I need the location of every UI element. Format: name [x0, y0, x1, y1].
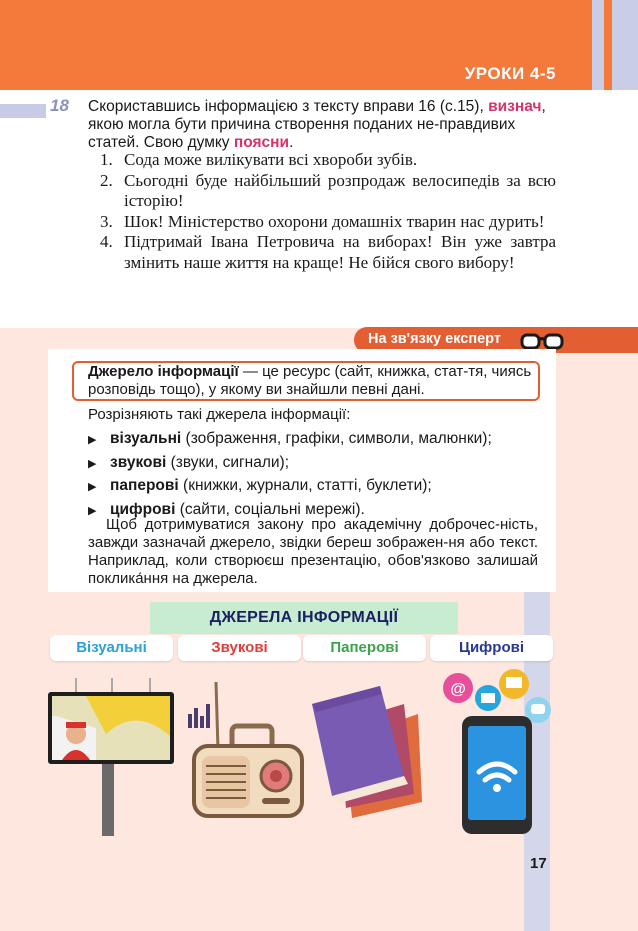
page-number: 17	[530, 855, 547, 872]
email-icon	[481, 693, 495, 703]
list-item: ▶ паперові (книжки, журнали, статті, буклети);	[88, 475, 492, 499]
at-sign-icon: @	[450, 681, 466, 698]
task-intro-part: Скориставшись інформацією з тексту вправи 16 (с.15),	[88, 98, 484, 115]
billboard-illustration	[46, 676, 178, 836]
infographic-title: ДЖЕРЕЛА ІНФОРМАЦІЇ	[209, 609, 399, 626]
list-item: ▶ цифрові (сайти, соціальні мережі).	[88, 499, 492, 523]
task-intro-end: .	[289, 134, 294, 151]
bullet-icon: ▶	[88, 434, 97, 446]
definition-text: — це ресурс (сайт, книжка, стат-тя, чиясь розповідь тощо), у якому ви знайшли певні дані.	[88, 363, 532, 398]
list-item: 4. Підтримай Івана Петровича на виборах! Він уже завтра змінить наше життя на краще! Не бійся свого вибору!	[100, 232, 556, 272]
smartphone-illustration	[440, 664, 558, 836]
category-sound: Звукові	[178, 635, 301, 661]
task-marker	[0, 104, 46, 118]
source-types-list	[88, 428, 492, 522]
header-accent-bar	[612, 0, 638, 90]
chat-icon	[531, 704, 545, 714]
definition-term: Джерело інформації	[88, 363, 239, 380]
bullet-icon: ▶	[88, 504, 97, 517]
list-item: 2. Сьогодні буде найбільший розпродаж велосипедів за всю історію!	[100, 170, 556, 210]
list-item: ▶ візуальні (зображення, графіки, символи, малюнки);	[88, 428, 492, 452]
laptop-icon	[506, 677, 522, 688]
list-item: ▶ звукові (звуки, сигнали);	[88, 452, 492, 476]
list-item: 1. Сода може вилікувати всі хвороби зубів.	[100, 150, 418, 169]
verb-explain: поясни	[233, 134, 290, 151]
task-instruction	[88, 98, 558, 152]
header-accent-bar	[592, 0, 604, 90]
category-digital: Цифрові	[430, 635, 553, 661]
types-intro: Розрізняють такі джерела інформації:	[88, 406, 351, 423]
category-paper: Паперові	[303, 635, 426, 661]
radio-illustration	[188, 680, 306, 820]
expert-tag-label: На зв'язку експерт	[368, 331, 501, 347]
definition	[88, 363, 532, 399]
bullet-icon: ▶	[88, 457, 97, 470]
list-item: 3. Шок! Міністерство охорони домашніх тварин нас дурить!	[100, 211, 545, 231]
task-intro-part: , якою могла бути причина створення поданих не-правдивих статей. Свою думку	[88, 98, 546, 151]
integrity-paragraph: Щоб дотримуватися закону про академічну доброчес-ність, завжди зазначай джерело, звідки береш зображен-ня або текст. Наприклад, коли створюєш презентацію, обов'язково залишай поклика́ння на джерела.	[88, 516, 538, 587]
task-number: 18	[50, 96, 69, 115]
lesson-title: УРОКИ 4-5	[464, 64, 556, 83]
fake-headlines-list	[100, 150, 556, 273]
bullet-icon: ▶	[88, 481, 97, 493]
books-illustration	[308, 684, 428, 822]
verb-identify: визнач	[488, 98, 542, 115]
category-visual: Візуальні	[50, 635, 173, 661]
